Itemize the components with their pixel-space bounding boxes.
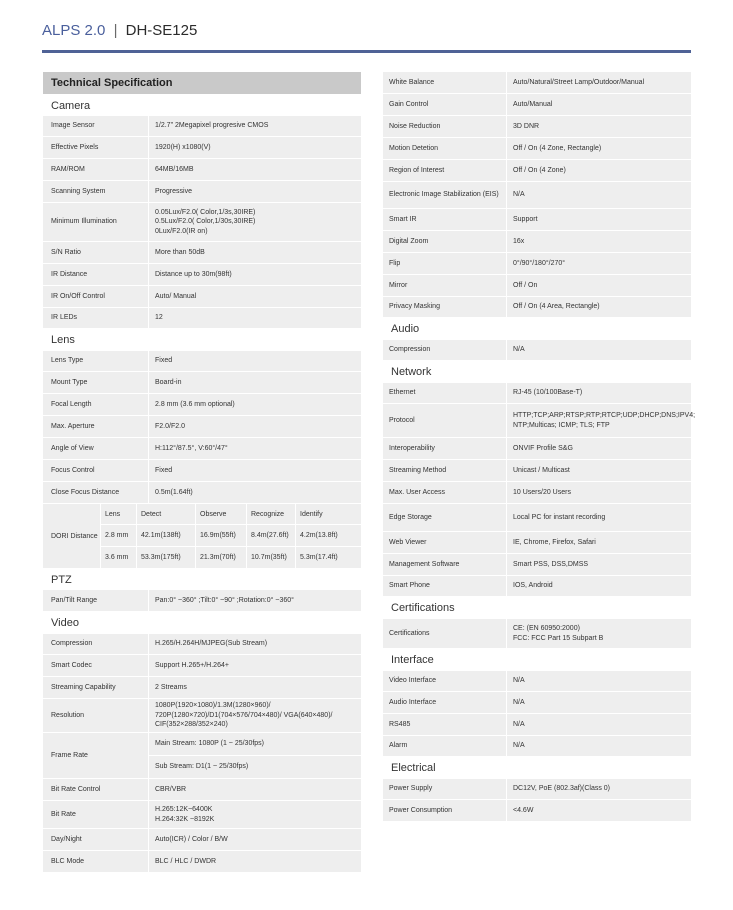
spec-label: Video Interface bbox=[383, 671, 506, 691]
spec-value: Support bbox=[507, 209, 691, 230]
spec-label: Protocol bbox=[383, 404, 506, 437]
spec-value: 1920(H) x1080(V) bbox=[149, 137, 361, 158]
spec-row bbox=[43, 159, 361, 180]
spec-value: 16x bbox=[507, 231, 691, 252]
spec-value: BLC / HLC / DWDR bbox=[149, 851, 361, 872]
spec-label: Digital Zoom bbox=[383, 231, 506, 252]
spec-label: Power Supply bbox=[383, 779, 506, 799]
spec-value bbox=[149, 699, 361, 732]
spec-value bbox=[149, 203, 361, 241]
spec-label: Compression bbox=[383, 340, 506, 360]
spec-label: Image Sensor bbox=[43, 116, 148, 136]
spec-label: Streaming Method bbox=[383, 460, 506, 481]
spec-label: Smart Codec bbox=[43, 655, 148, 676]
spec-row bbox=[43, 351, 361, 371]
spec-label: Gain Control bbox=[383, 94, 506, 115]
spec-label: RAM/ROM bbox=[43, 159, 148, 180]
spec-title: Technical Specification bbox=[43, 72, 361, 94]
dori-cell: 8.4m(27.6ft) bbox=[247, 525, 295, 546]
spec-label: Electronic Image Stabilization (EIS) bbox=[383, 182, 506, 208]
spec-label: IR LEDs bbox=[43, 308, 148, 328]
value-line: HTTP;TCP;ARP;RTSP;RTP;RTCP;UDP;DHCP;DNS;IPV4; bbox=[513, 412, 696, 420]
spec-row bbox=[43, 829, 361, 850]
spec-label: Pan/Tilt Range bbox=[43, 590, 148, 611]
spec-value: Sub Stream: D1(1 ~ 25/30fps) bbox=[149, 756, 361, 778]
spec-label: RS485 bbox=[383, 714, 506, 735]
spec-label: Management Software bbox=[383, 554, 506, 575]
spec-row bbox=[383, 72, 691, 93]
spec-row bbox=[383, 692, 691, 713]
dori-table bbox=[43, 504, 361, 568]
spec-value: CBR/VBR bbox=[149, 779, 361, 800]
dori-cell: 21.3m(70ft) bbox=[196, 547, 246, 568]
value-line: CIF(352×288/352×240) bbox=[155, 721, 228, 729]
spec-value: Off / On (4 Area, Rectangle) bbox=[507, 297, 691, 317]
spec-row bbox=[383, 554, 691, 575]
dori-header: Recognize bbox=[247, 504, 295, 524]
spec-value: Support H.265+/H.264+ bbox=[149, 655, 361, 676]
spec-label: Max. User Access bbox=[383, 482, 506, 503]
spec-label: Power Consumption bbox=[383, 800, 506, 821]
spec-label: BLC Mode bbox=[43, 851, 148, 872]
spec-value: Main Stream: 1080P (1 ~ 25/30fps) bbox=[149, 733, 361, 755]
spec-row bbox=[383, 231, 691, 252]
spec-value: N/A bbox=[507, 671, 691, 691]
spec-row bbox=[43, 801, 361, 828]
spec-row bbox=[43, 372, 361, 393]
section-interface: Interface bbox=[383, 649, 691, 671]
spec-label: Certifications bbox=[383, 619, 506, 648]
value-line: H.265:12K~6400K bbox=[155, 806, 213, 814]
spec-row bbox=[383, 460, 691, 481]
spec-row bbox=[383, 94, 691, 115]
spec-row bbox=[383, 532, 691, 553]
section-certifications: Certifications bbox=[383, 597, 691, 619]
spec-row bbox=[383, 714, 691, 735]
spec-row bbox=[43, 779, 361, 800]
spec-label: Max. Aperture bbox=[43, 416, 148, 437]
dori-label: DORI Distance bbox=[43, 504, 100, 568]
spec-row bbox=[43, 203, 361, 241]
spec-value: 2.8 mm (3.6 mm optional) bbox=[149, 394, 361, 415]
spec-row bbox=[383, 438, 691, 459]
spec-label: Bit Rate bbox=[43, 801, 148, 828]
value-line: FCC: FCC Part 15 Subpart B bbox=[513, 634, 604, 642]
dori-cell: 10.7m(35ft) bbox=[247, 547, 295, 568]
spec-value: N/A bbox=[507, 714, 691, 735]
spec-row bbox=[43, 116, 361, 136]
right-column bbox=[383, 72, 696, 822]
section-lens: Lens bbox=[43, 329, 361, 351]
spec-value: Auto/ Manual bbox=[149, 286, 361, 307]
spec-value: Smart PSS, DSS,DMSS bbox=[507, 554, 691, 575]
spec-value: N/A bbox=[507, 340, 691, 360]
dori-cell: 53.3m(175ft) bbox=[137, 547, 195, 568]
value-line: NTP;Multicas; ICMP; TLS; FTP bbox=[513, 421, 610, 429]
spec-label: White Balance bbox=[383, 72, 506, 93]
spec-label: Focal Length bbox=[43, 394, 148, 415]
header-separator: | bbox=[113, 22, 118, 39]
spec-value: Board-in bbox=[149, 372, 361, 393]
spec-value: 0°/90°/180°/270° bbox=[507, 253, 691, 274]
spec-label: Minimum Illumination bbox=[43, 203, 148, 241]
spec-row bbox=[383, 482, 691, 503]
section-network: Network bbox=[383, 361, 691, 383]
dori-header: Detect bbox=[137, 504, 195, 524]
spec-value: F2.0/F2.0 bbox=[149, 416, 361, 437]
value-line: 720P(1280×720)/D1(704×576/704×480)/ VGA(640×480)/ bbox=[155, 711, 333, 719]
brand-name: ALPS 2.0 bbox=[42, 22, 106, 39]
spec-row bbox=[383, 160, 691, 181]
spec-value: Fixed bbox=[149, 351, 361, 371]
spec-row-frame-rate bbox=[43, 733, 361, 778]
spec-row bbox=[43, 851, 361, 872]
spec-label: Mirror bbox=[383, 275, 506, 296]
spec-row bbox=[383, 297, 691, 317]
spec-value: IOS, Android bbox=[507, 576, 691, 596]
spec-value: Off / On (4 Zone, Rectangle) bbox=[507, 138, 691, 159]
spec-value: Fixed bbox=[149, 460, 361, 481]
frame-rate-values bbox=[149, 733, 361, 778]
spec-label: Privacy Masking bbox=[383, 297, 506, 317]
dori-cell: 16.9m(55ft) bbox=[196, 525, 246, 546]
spec-row bbox=[383, 736, 691, 756]
spec-label: Audio Interface bbox=[383, 692, 506, 713]
spec-row bbox=[383, 275, 691, 296]
spec-label: Effective Pixels bbox=[43, 137, 148, 158]
spec-row bbox=[383, 253, 691, 274]
spec-row bbox=[383, 404, 696, 437]
spec-value: H:112°/87.5°, V:60°/47° bbox=[149, 438, 361, 459]
spec-row bbox=[43, 699, 361, 732]
spec-label: Interoperability bbox=[383, 438, 506, 459]
spec-value: N/A bbox=[507, 736, 691, 756]
dori-header: Lens bbox=[101, 504, 136, 524]
spec-row bbox=[383, 576, 691, 596]
section-audio: Audio bbox=[383, 318, 691, 340]
spec-label: Smart IR bbox=[383, 209, 506, 230]
spec-value: RJ-45 (10/100Base-T) bbox=[507, 383, 691, 403]
value-line: 0.05Lux/F2.0( Color,1/3s,30IRE) bbox=[155, 208, 256, 216]
spec-label: Bit Rate Control bbox=[43, 779, 148, 800]
spec-label: Compression bbox=[43, 634, 148, 654]
value-line: H.264:32K ~8192K bbox=[155, 815, 215, 823]
spec-label: Close Focus Distance bbox=[43, 482, 148, 503]
spec-label: Day/Night bbox=[43, 829, 148, 850]
spec-row bbox=[43, 286, 361, 307]
value-line: 1080P(1920×1080)/1.3M(1280×960)/ bbox=[155, 702, 271, 710]
dori-cell: 5.3m(17.4ft) bbox=[296, 547, 361, 568]
spec-label: Alarm bbox=[383, 736, 506, 756]
section-ptz: PTZ bbox=[43, 569, 361, 590]
spec-value: 12 bbox=[149, 308, 361, 328]
spec-label: Flip bbox=[383, 253, 506, 274]
value-line: 0Lux/F2.0(IR on) bbox=[155, 227, 208, 235]
spec-row bbox=[383, 138, 691, 159]
spec-value bbox=[507, 404, 696, 437]
spec-value: Pan:0° ~360° ;Tilt:0° ~90° ;Rotation:0° ~360° bbox=[149, 590, 361, 611]
value-line: 0.5Lux/F2.0( Color,1/30s,30IRE) bbox=[155, 218, 256, 226]
spec-row bbox=[43, 460, 361, 481]
spec-row bbox=[43, 634, 361, 654]
spec-value: 3D DNR bbox=[507, 116, 691, 137]
spec-label: Streaming Capability bbox=[43, 677, 148, 698]
dori-cell: 42.1m(138ft) bbox=[137, 525, 195, 546]
spec-label: S/N Ratio bbox=[43, 242, 148, 263]
spec-value: H.265/H.264H/MJPEG(Sub Stream) bbox=[149, 634, 361, 654]
spec-value: Progressive bbox=[149, 181, 361, 202]
spec-row bbox=[43, 308, 361, 328]
spec-label: Lens Type bbox=[43, 351, 148, 371]
spec-label: Ethernet bbox=[383, 383, 506, 403]
spec-value: 64MB/16MB bbox=[149, 159, 361, 180]
spec-row bbox=[383, 116, 691, 137]
header-rule bbox=[42, 50, 691, 53]
spec-value: DC12V, PoE (802.3af)(Class 0) bbox=[507, 779, 691, 799]
spec-row bbox=[43, 394, 361, 415]
spec-value: <4.6W bbox=[507, 800, 691, 821]
spec-value bbox=[149, 801, 361, 828]
model-name: DH-SE125 bbox=[125, 22, 198, 39]
spec-label: Smart Phone bbox=[383, 576, 506, 596]
spec-row bbox=[383, 182, 691, 208]
section-camera: Camera bbox=[43, 95, 361, 116]
spec-value: Distance up to 30m(98ft) bbox=[149, 264, 361, 285]
spec-row bbox=[43, 181, 361, 202]
spec-row bbox=[43, 590, 361, 611]
spec-label: Edge Storage bbox=[383, 504, 506, 531]
spec-value: 0.5m(1.64ft) bbox=[149, 482, 361, 503]
spec-value: More than 50dB bbox=[149, 242, 361, 263]
spec-value: N/A bbox=[507, 692, 691, 713]
spec-label: Angle of View bbox=[43, 438, 148, 459]
spec-label: Frame Rate bbox=[43, 733, 148, 778]
spec-label: Focus Control bbox=[43, 460, 148, 481]
spec-row bbox=[383, 209, 691, 230]
spec-row bbox=[43, 242, 361, 263]
spec-value: Auto(ICR) / Color / B/W bbox=[149, 829, 361, 850]
spec-value: N/A bbox=[507, 182, 691, 208]
spec-label: Noise Reduction bbox=[383, 116, 506, 137]
spec-value: 10 Users/20 Users bbox=[507, 482, 691, 503]
dori-cell: 2.8 mm bbox=[101, 525, 136, 546]
dori-header: Identify bbox=[296, 504, 361, 524]
spec-value: Auto/Manual bbox=[507, 94, 691, 115]
spec-row bbox=[383, 383, 691, 403]
section-electrical: Electrical bbox=[383, 757, 691, 779]
spec-row bbox=[383, 671, 691, 691]
spec-row bbox=[43, 438, 361, 459]
spec-label: Mount Type bbox=[43, 372, 148, 393]
spec-label: Region of Interest bbox=[383, 160, 506, 181]
spec-value: Off / On bbox=[507, 275, 691, 296]
page-header bbox=[42, 22, 197, 39]
section-video: Video bbox=[43, 612, 361, 634]
spec-value bbox=[507, 619, 691, 648]
spec-row bbox=[43, 482, 361, 503]
spec-row bbox=[383, 504, 691, 531]
spec-value: Local PC for instant recording bbox=[507, 504, 691, 531]
spec-label: Scanning System bbox=[43, 181, 148, 202]
spec-value: IE, Chrome, Firefox, Safari bbox=[507, 532, 691, 553]
left-column bbox=[43, 72, 361, 873]
spec-value: 2 Streams bbox=[149, 677, 361, 698]
spec-row bbox=[43, 264, 361, 285]
spec-label: Motion Detetion bbox=[383, 138, 506, 159]
spec-value: Auto/Natural/Street Lamp/Outdoor/Manual bbox=[507, 72, 691, 93]
dori-cell: 3.6 mm bbox=[101, 547, 136, 568]
spec-label: Resolution bbox=[43, 699, 148, 732]
spec-value: 1/2.7" 2Megapixel progresive CMOS bbox=[149, 116, 361, 136]
spec-value: ONVIF Profile S&G bbox=[507, 438, 691, 459]
spec-label: IR On/Off Control bbox=[43, 286, 148, 307]
spec-row bbox=[43, 655, 361, 676]
spec-row bbox=[383, 340, 691, 360]
spec-value: Off / On (4 Zone) bbox=[507, 160, 691, 181]
spec-label: IR Distance bbox=[43, 264, 148, 285]
dori-header: Observe bbox=[196, 504, 246, 524]
spec-row bbox=[383, 619, 691, 648]
spec-value: Unicast / Multicast bbox=[507, 460, 691, 481]
spec-row bbox=[383, 779, 691, 799]
value-line: CE: (EN 60950:2000) bbox=[513, 625, 580, 633]
spec-label: Web Viewer bbox=[383, 532, 506, 553]
spec-row bbox=[43, 416, 361, 437]
dori-cell: 4.2m(13.8ft) bbox=[296, 525, 361, 546]
spec-row bbox=[383, 800, 691, 821]
spec-row bbox=[43, 137, 361, 158]
spec-row bbox=[43, 677, 361, 698]
dori-grid bbox=[101, 504, 361, 568]
